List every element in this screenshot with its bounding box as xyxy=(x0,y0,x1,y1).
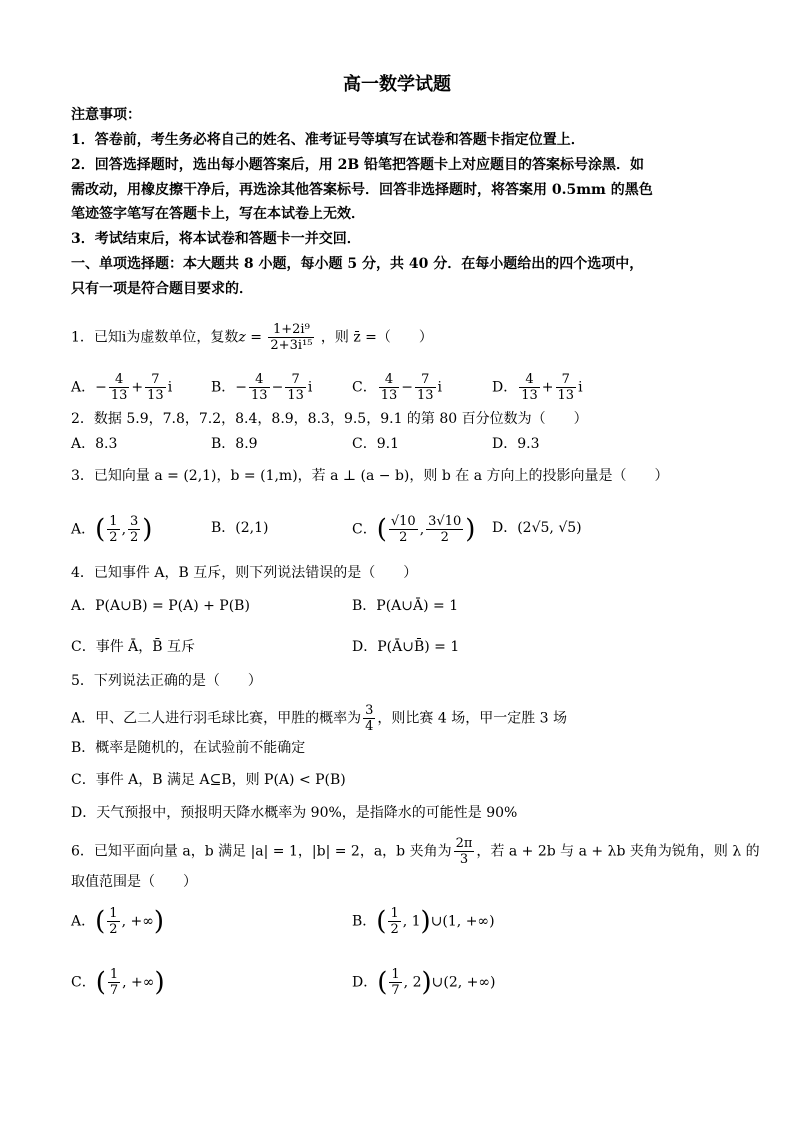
q1-option-c[interactable]: C． $\frac{4}{13}$ − $\frac{7}{13}$ i xyxy=(352,372,443,403)
notice-item-2-cont: 需改动，用橡皮擦干净后，再选涂其他答案标号．回答非选择题时，将答案用 0.5mm 的黑色 xyxy=(71,182,653,198)
q3-option-d[interactable]: D．(2√5, √5) xyxy=(492,520,582,536)
q1-option-a[interactable]: A．− $\frac{4}{13}$ + $\frac{7}{13}$ i xyxy=(71,372,173,403)
q1-option-b[interactable]: B．− $\frac{4}{13}$ − $\frac{7}{13}$ i xyxy=(211,372,313,403)
question-3-stem: 3．已知向量 a = (2,1)，b = (1,m)，若 a ⊥ (a − b)，则 b 在 a 方向上的投影向量是（ ） xyxy=(71,468,669,484)
q6-option-a[interactable]: A．( $\frac{1}{2}$ , +∞) xyxy=(71,906,165,937)
q6-option-c[interactable]: C．( $\frac{1}{7}$ , +∞) xyxy=(71,967,165,998)
fraction: $\frac{\text{1+2i⁹}}{\text{2+3i¹⁵}}$ xyxy=(270,322,313,353)
q6-option-d[interactable]: D．( $\frac{1}{7}$ , 2)∪(2, +∞) xyxy=(352,967,496,998)
question-4-stem: 4．已知事件 A，B 互斥，则下列说法错误的是（ ） xyxy=(71,565,418,581)
question-1-stem: 1．已知i为虚数单位，复数z = $\frac{\text{1+2i⁹}}{\text{2+3i¹⁵}}$ ，则 z̄ =（ ） xyxy=(71,322,433,353)
notice-item-2-cont2: 笔迹签字笔写在答题卡上，写在本试卷上无效． xyxy=(71,206,365,222)
q4-option-b[interactable]: B．P(A∪Ā) = 1 xyxy=(352,598,459,614)
question-6-stem-cont: 取值范围是（ ） xyxy=(71,874,197,890)
notice-item-2: 2．回答选择题时，选出每小题答案后，用 2B 铅笔把答题卡上对应题目的答案标号涂黑．如 xyxy=(71,157,645,173)
notice-item-1: 1．答卷前，考生务必将自己的姓名、准考证号等填写在试卷和答题卡指定位置上． xyxy=(71,132,585,148)
notice-heading: 注意事项： xyxy=(71,107,141,123)
q4-option-c[interactable]: C．事件 Ā，B̄ 互斥 xyxy=(71,639,196,655)
q2-option-b[interactable]: B．8.9 xyxy=(211,436,258,452)
q6-option-b[interactable]: B．( $\frac{1}{2}$ , 1)∪(1, +∞) xyxy=(352,906,495,937)
q5-option-c[interactable]: C．事件 A，B 满足 A⊆B，则 P(A) < P(B) xyxy=(71,772,346,788)
section-heading: 一、单项选择题：本大题共 8 小题，每小题 5 分，共 40 分．在每小题给出的四个选项中， xyxy=(71,256,644,272)
q4-option-a[interactable]: A．P(A∪B) = P(A) + P(B) xyxy=(71,598,250,614)
question-6-stem: 6．已知平面向量 a，b 满足 |a| = 1，|b| = 2，a，b 夹角为 $\frac{2\pi}{3}$ ，若 a + 2b 与 a + λb 夹角为锐角，则 λ 的 xyxy=(71,836,760,867)
q1-option-d[interactable]: D． $\frac{4}{13}$ + $\frac{7}{13}$ i xyxy=(492,372,583,403)
question-5-stem: 5．下列说法正确的是（ ） xyxy=(71,673,262,689)
notice-item-3: 3．考试结束后，将本试卷和答题卡一并交回． xyxy=(71,231,361,247)
q5-option-a[interactable]: A．甲、乙二人进行羽毛球比赛，甲胜的概率为 $\frac{3}{4}$ ，则比赛 4 场，甲一定胜 3 场 xyxy=(71,703,568,734)
q3-option-c[interactable]: C．( $\frac{√10}{2}$ , $\frac{3√10}{2}$ ) xyxy=(352,514,476,545)
q2-option-a[interactable]: A．8.3 xyxy=(71,436,118,452)
page-title: 高一数学试题 xyxy=(343,74,451,95)
q5-option-d[interactable]: D．天气预报中，预报明天降水概率为 90%，是指降水的可能性是 90% xyxy=(71,805,518,821)
q2-option-c[interactable]: C．9.1 xyxy=(352,436,399,452)
question-2-stem: 2．数据 5.9，7.8，7.2，8.4，8.9，8.3，9.5，9.1 的第 80 百分位数为（ ） xyxy=(71,411,588,427)
q2-option-d[interactable]: D．9.3 xyxy=(492,436,540,452)
q3-option-b[interactable]: B．(2,1) xyxy=(211,520,269,536)
q5-option-b[interactable]: B．概率是随机的，在试验前不能确定 xyxy=(71,740,306,756)
q3-option-a[interactable]: A．( $\frac{1}{2}$ , $\frac{3}{2}$ ) xyxy=(71,514,153,545)
q4-option-d[interactable]: D．P(Ā∪B̄) = 1 xyxy=(352,639,460,655)
section-heading-cont: 只有一项是符合题目要求的． xyxy=(71,281,253,297)
